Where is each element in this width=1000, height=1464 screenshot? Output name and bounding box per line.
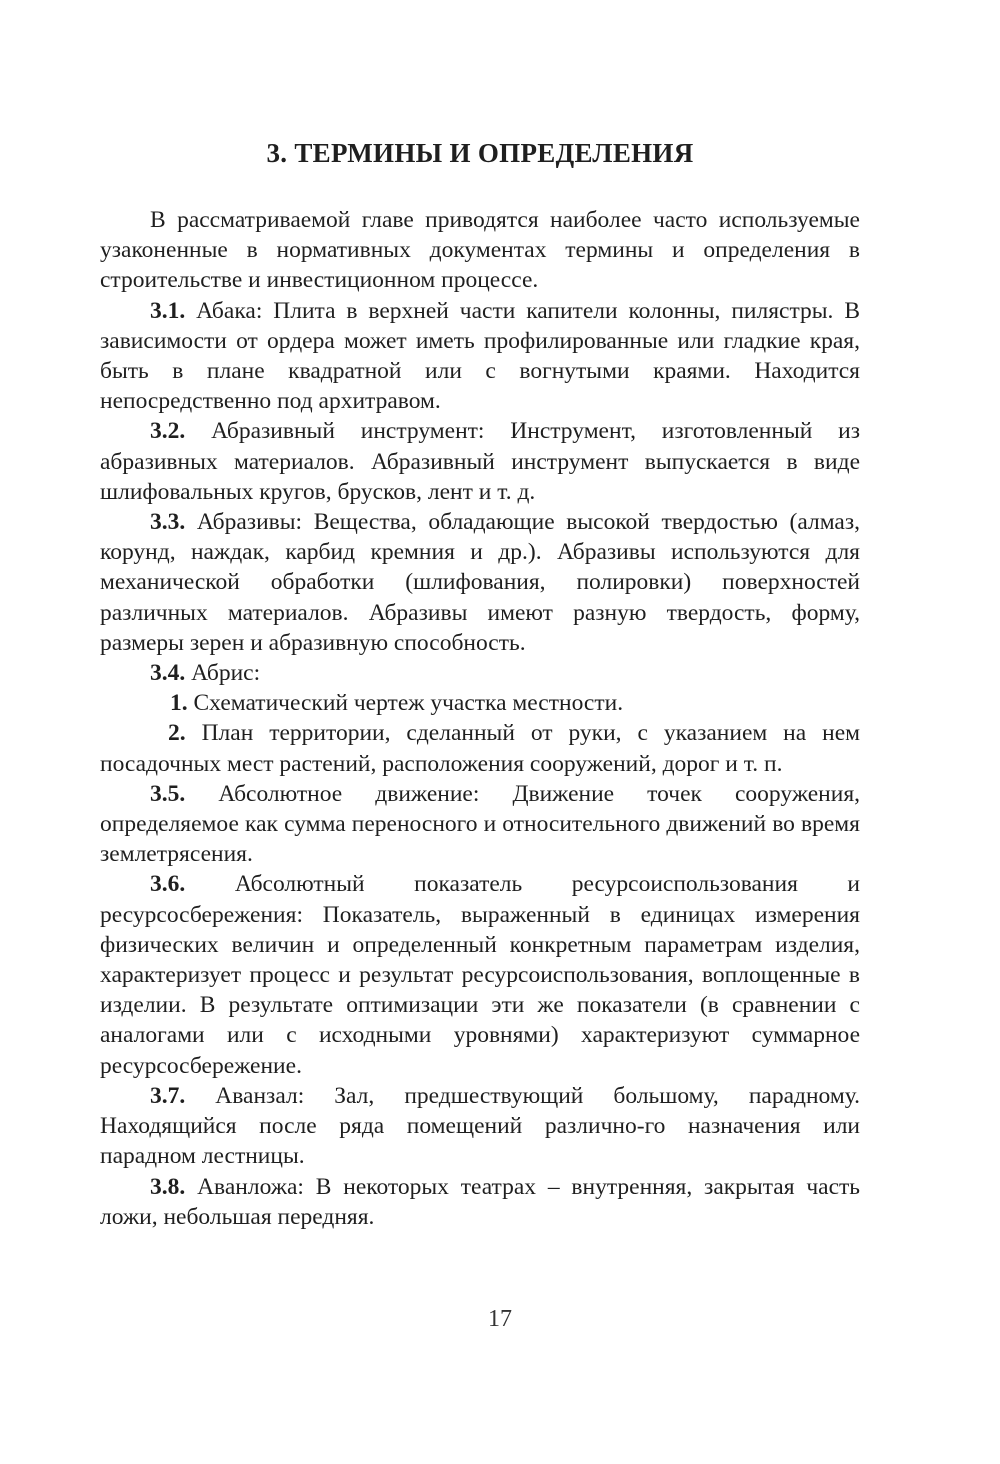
term-3-3 <box>100 507 860 658</box>
term-3-4 <box>100 658 860 688</box>
term-text: Аванложа: В некоторых театрах – внутренняя, закрытая часть ложи, небольшая передняя. <box>100 1173 860 1230</box>
term-number: 3.5. <box>150 780 186 807</box>
term-3-1 <box>100 296 860 417</box>
term-3-2 <box>100 416 860 507</box>
term-text: Абразивы: Вещества, обладающие высокой твердостью (алмаз, корунд, наждак, карбид кремния и др.). Абразивы используются для механической обработки (шлифования, полировки) поверхностей различных материалов. Абразивы имеют разную твердость, форму, размеры зерен и абразивную способность. <box>100 509 860 656</box>
term-text: Абсолютное движение: Движение точек сооружения, определяемое как сумма переносного и относительного движений во время землетрясения. <box>100 780 861 868</box>
abris-item-2 <box>100 718 860 778</box>
term-text: Аванзал: Зал, предшествующий большому, парадному. Находящийся после ряда помещений различно-го назначения или парадном лестницы. <box>100 1082 861 1170</box>
abris-item-1 <box>100 688 860 718</box>
document-page <box>100 130 860 1464</box>
section-title: 3. ТЕРМИНЫ И ОПРЕДЕЛЕНИЯ <box>266 138 694 168</box>
term-number: 3.1. <box>150 297 186 324</box>
term-3-5 <box>100 779 860 870</box>
term-number: 3.7. <box>150 1082 186 1109</box>
item-text: Схематический чертеж участка местности. <box>193 690 624 717</box>
term-number: 3.3. <box>150 509 186 536</box>
item-text: План территории, сделанный от руки, с указанием на нем посадочных мест растений, расположения сооружений, дорог и т. п. <box>100 720 861 777</box>
page-number: 17 <box>488 1306 512 1332</box>
term-number: 3.4. <box>150 660 186 687</box>
term-3-7 <box>100 1081 860 1172</box>
item-number: 2. <box>168 720 186 747</box>
intro-paragraph: В рассматриваемой главе приводятся наиболее часто используемые узаконенные в нормативных документах термины и определения в строительстве и инвестиционном процессе. <box>100 207 860 294</box>
term-number: 3.8. <box>150 1173 186 1200</box>
item-number: 1. <box>170 690 188 717</box>
term-number: 3.2. <box>150 418 186 445</box>
term-text: Абрис: <box>191 660 261 687</box>
term-text: Абсолютный показатель ресурсоиспользования и ресурсосбережения: Показатель, выраженный в единицах измерения физических величин и определенный конкретным параметрам изделия, характеризует процесс и результат ресурсоиспользования, воплощенные в изделии. В результате оптимизации эти же показатели (в сравнении с аналогами или с исходными уровнями) характеризуют суммарное ресурсосбережение. <box>100 871 861 1079</box>
term-text: Абака: Плита в верхней части капители колонны, пилястры. В зависимости от ордера может иметь профилированные или гладкие края, быть в плане квадратной или с вогнутыми краями. Находится непосредственно под архитравом. <box>100 297 860 415</box>
term-number: 3.6. <box>150 871 186 898</box>
term-3-6 <box>100 869 860 1080</box>
term-text: Абразивный инструмент: Инструмент, изготовленный из абразивных материалов. Абразивный инструмент выпускается в виде шлифовальных кругов, брусков, лент и т. д. <box>100 418 861 505</box>
term-3-8 <box>100 1172 860 1232</box>
